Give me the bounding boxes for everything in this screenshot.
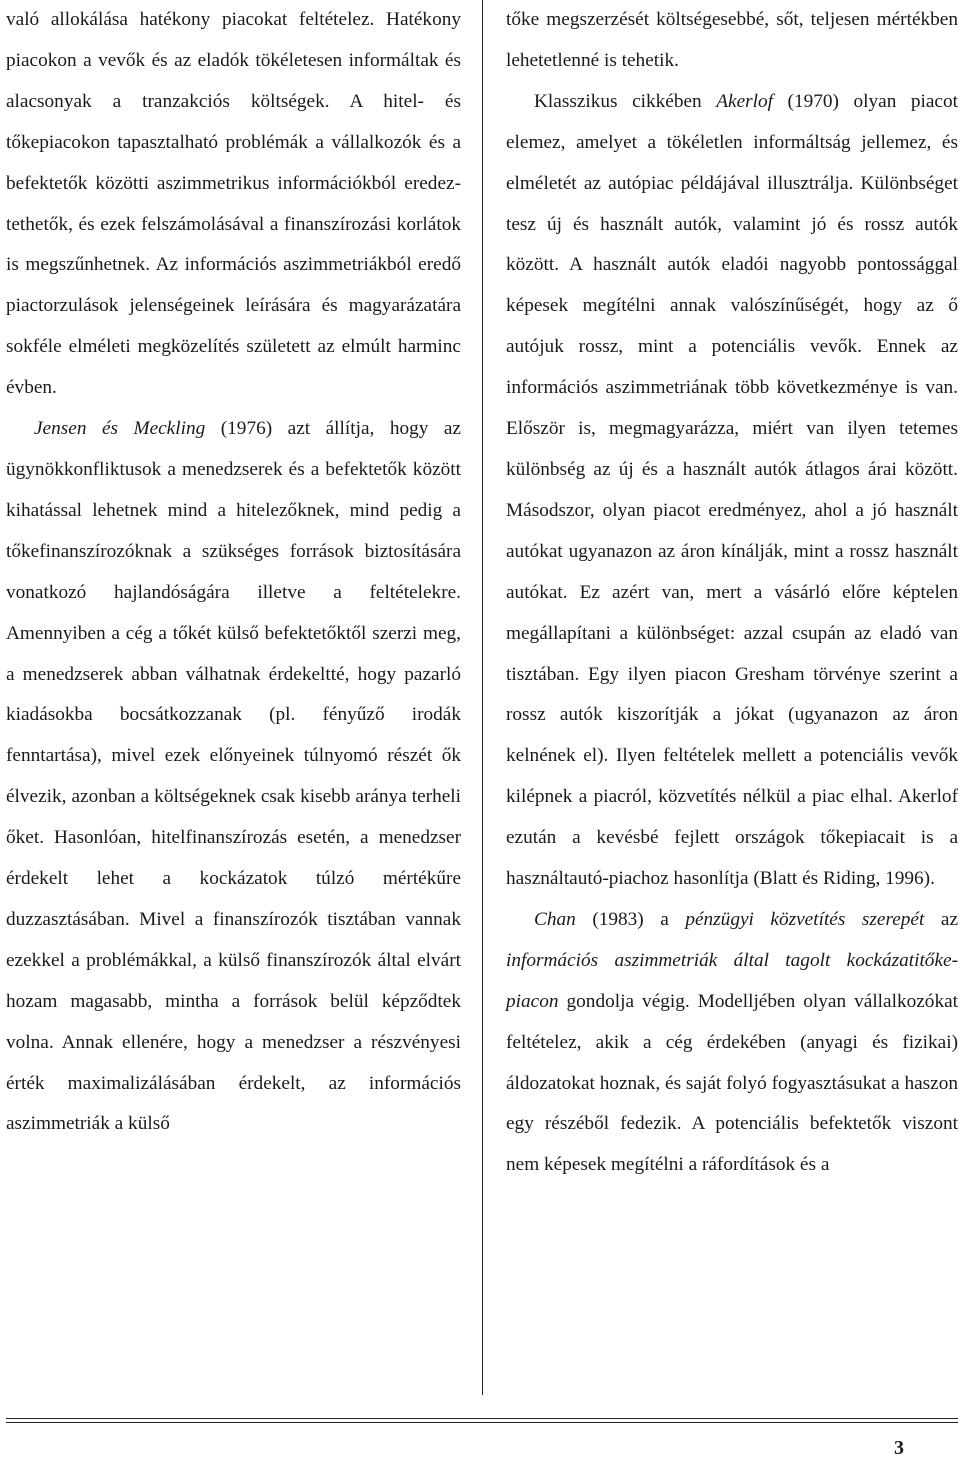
left-paragraph-1: való allokálása hatékony piacokat feltételez. Hatékony piacokon a vevők és az eladók tökéletesen informáltak és alacsonyak a tranzakciós költségek. A hitel- és tőkepiacokon tapasztalható problémák a vállalkozók és a befektetők közötti aszimmetrikus információkból eredeztethetők, és ezek felszámolásával a finanszírozási korlátok is megszűnhetnek. Az információs aszimmetriákból eredő piactorzulások jelenségeinek leírására és magyarázatára sokféle elméleti megközelítés született az elmúlt harminc évben. [6, 9, 461, 399]
right-paragraph-2 [506, 82, 958, 900]
right-paragraph-2-lead: Klasszikus cikkében [534, 90, 717, 112]
column-divider [482, 0, 483, 1395]
citation-jensen-meckling: Jensen és Meckling [34, 418, 206, 440]
left-paragraph-2 [6, 409, 461, 1145]
citation-akerlof: Akerlof [716, 90, 773, 112]
right-column [506, 0, 958, 1186]
citation-chan: Chan [534, 908, 576, 930]
footer-rule-top [6, 1418, 958, 1419]
emphasis-venture-capital-market: információs aszimmetriák által tagolt kockázatitőke-piacon [506, 949, 958, 1012]
right-paragraph-2-text: (1970) olyan piacot elemez, amelyet a tökéletlen informáltság jellemez, és elméletét az autópiac példájával illusztrálja. Különbséget tesz új és használt autók, valamint jó és rossz autók között. A használt autók eladói nagyobb pontossággal képesek megítélni annak valószínűségét, hogy az ő autójuk rossz, mint a potenciális vevők. Ennek az információs aszimmetriának több következménye is van. Először is, megmagyarázza, miért van ilyen tetemes különbség az új és a használt autók átlagos árai között. Másodszor, olyan piacot eredményez, ahol a jó használt autókat ugyanazon az áron kínálják, mint a rossz használt autókat. Ez azért van, mert a vásárló előre képtelen megállapítani a különbséget: azzal csupán az eladó van tisztában. Egy ilyen piacon Gresham törvénye szerint a rossz autók kiszorítják a jókat (ugyanazon az áron kelnének el). Ilyen feltételek mellett a potenciális vevők kilépnek a piacról, közvetítés nélkül a piac elhal. Akerlof ezután a kevésbé fejlett országok tőkepiacait is a használtautó-piachoz hasonlítja (Blatt és Riding, 1996). [506, 90, 958, 890]
right-paragraph-1: tőke megszerzését költségesebbé, sőt, teljesen mértékben lehetetlenné is tehetik. [506, 9, 958, 71]
right-paragraph-3 [506, 900, 958, 1186]
footer-rule-bottom [6, 1422, 958, 1423]
right-paragraph-3-c: gondolja végig. Modelljében olyan vállalkozókat feltételez, akik a cég érdekében (anyagi és fizikai) áldozatokat hoznak, és saját folyó fogyasztásukat a haszon egy részéből fedezik. A potenciális befektetők viszont nem képesek megítélni a ráfordítások és a [506, 990, 958, 1176]
right-paragraph-3-b: az [924, 908, 958, 930]
left-column [6, 0, 461, 1145]
emphasis-financial-intermediation: pénzügyi közvetítés szerepét [685, 908, 925, 930]
page-number: 3 [894, 1437, 904, 1459]
left-paragraph-2-text: (1976) azt állítja, hogy az ügynökkonfliktusok a menedzserek és a befektetők között kihatással lehetnek mind a hitelezőknek, mind pedig a tőkefinanszírozóknak a szükséges források biztosítására vonatkozó hajlandóságára illetve a feltételekre. Amennyiben a cég a tőkét külső befektetőktől szerzi meg, a menedzserek abban válhatnak érdekeltté, hogy pazarló kiadásokba bocsátkozzanak (pl. fényűző irodák fenntartása), mivel ezek előnyeinek túlnyomó részét ők élvezik, azonban a költségeknek csak kisebb aránya terheli őket. Hasonlóan, hitelfinanszírozás esetén, a menedzser érdekelt lehet a kockázatok túlzó mértékűre duzzasztásában. Mivel a finanszírozók tisztában vannak ezekkel a problémákkal, a külső finanszírozók által elvárt hozam magasabb, mintha a források belül képződtek volna. Annak ellenére, hogy a menedzser a részvényesi érték maximalizálásában érdekelt, az információs aszimmetriák a külső [6, 418, 461, 1135]
right-paragraph-3-a: (1983) a [575, 908, 686, 930]
